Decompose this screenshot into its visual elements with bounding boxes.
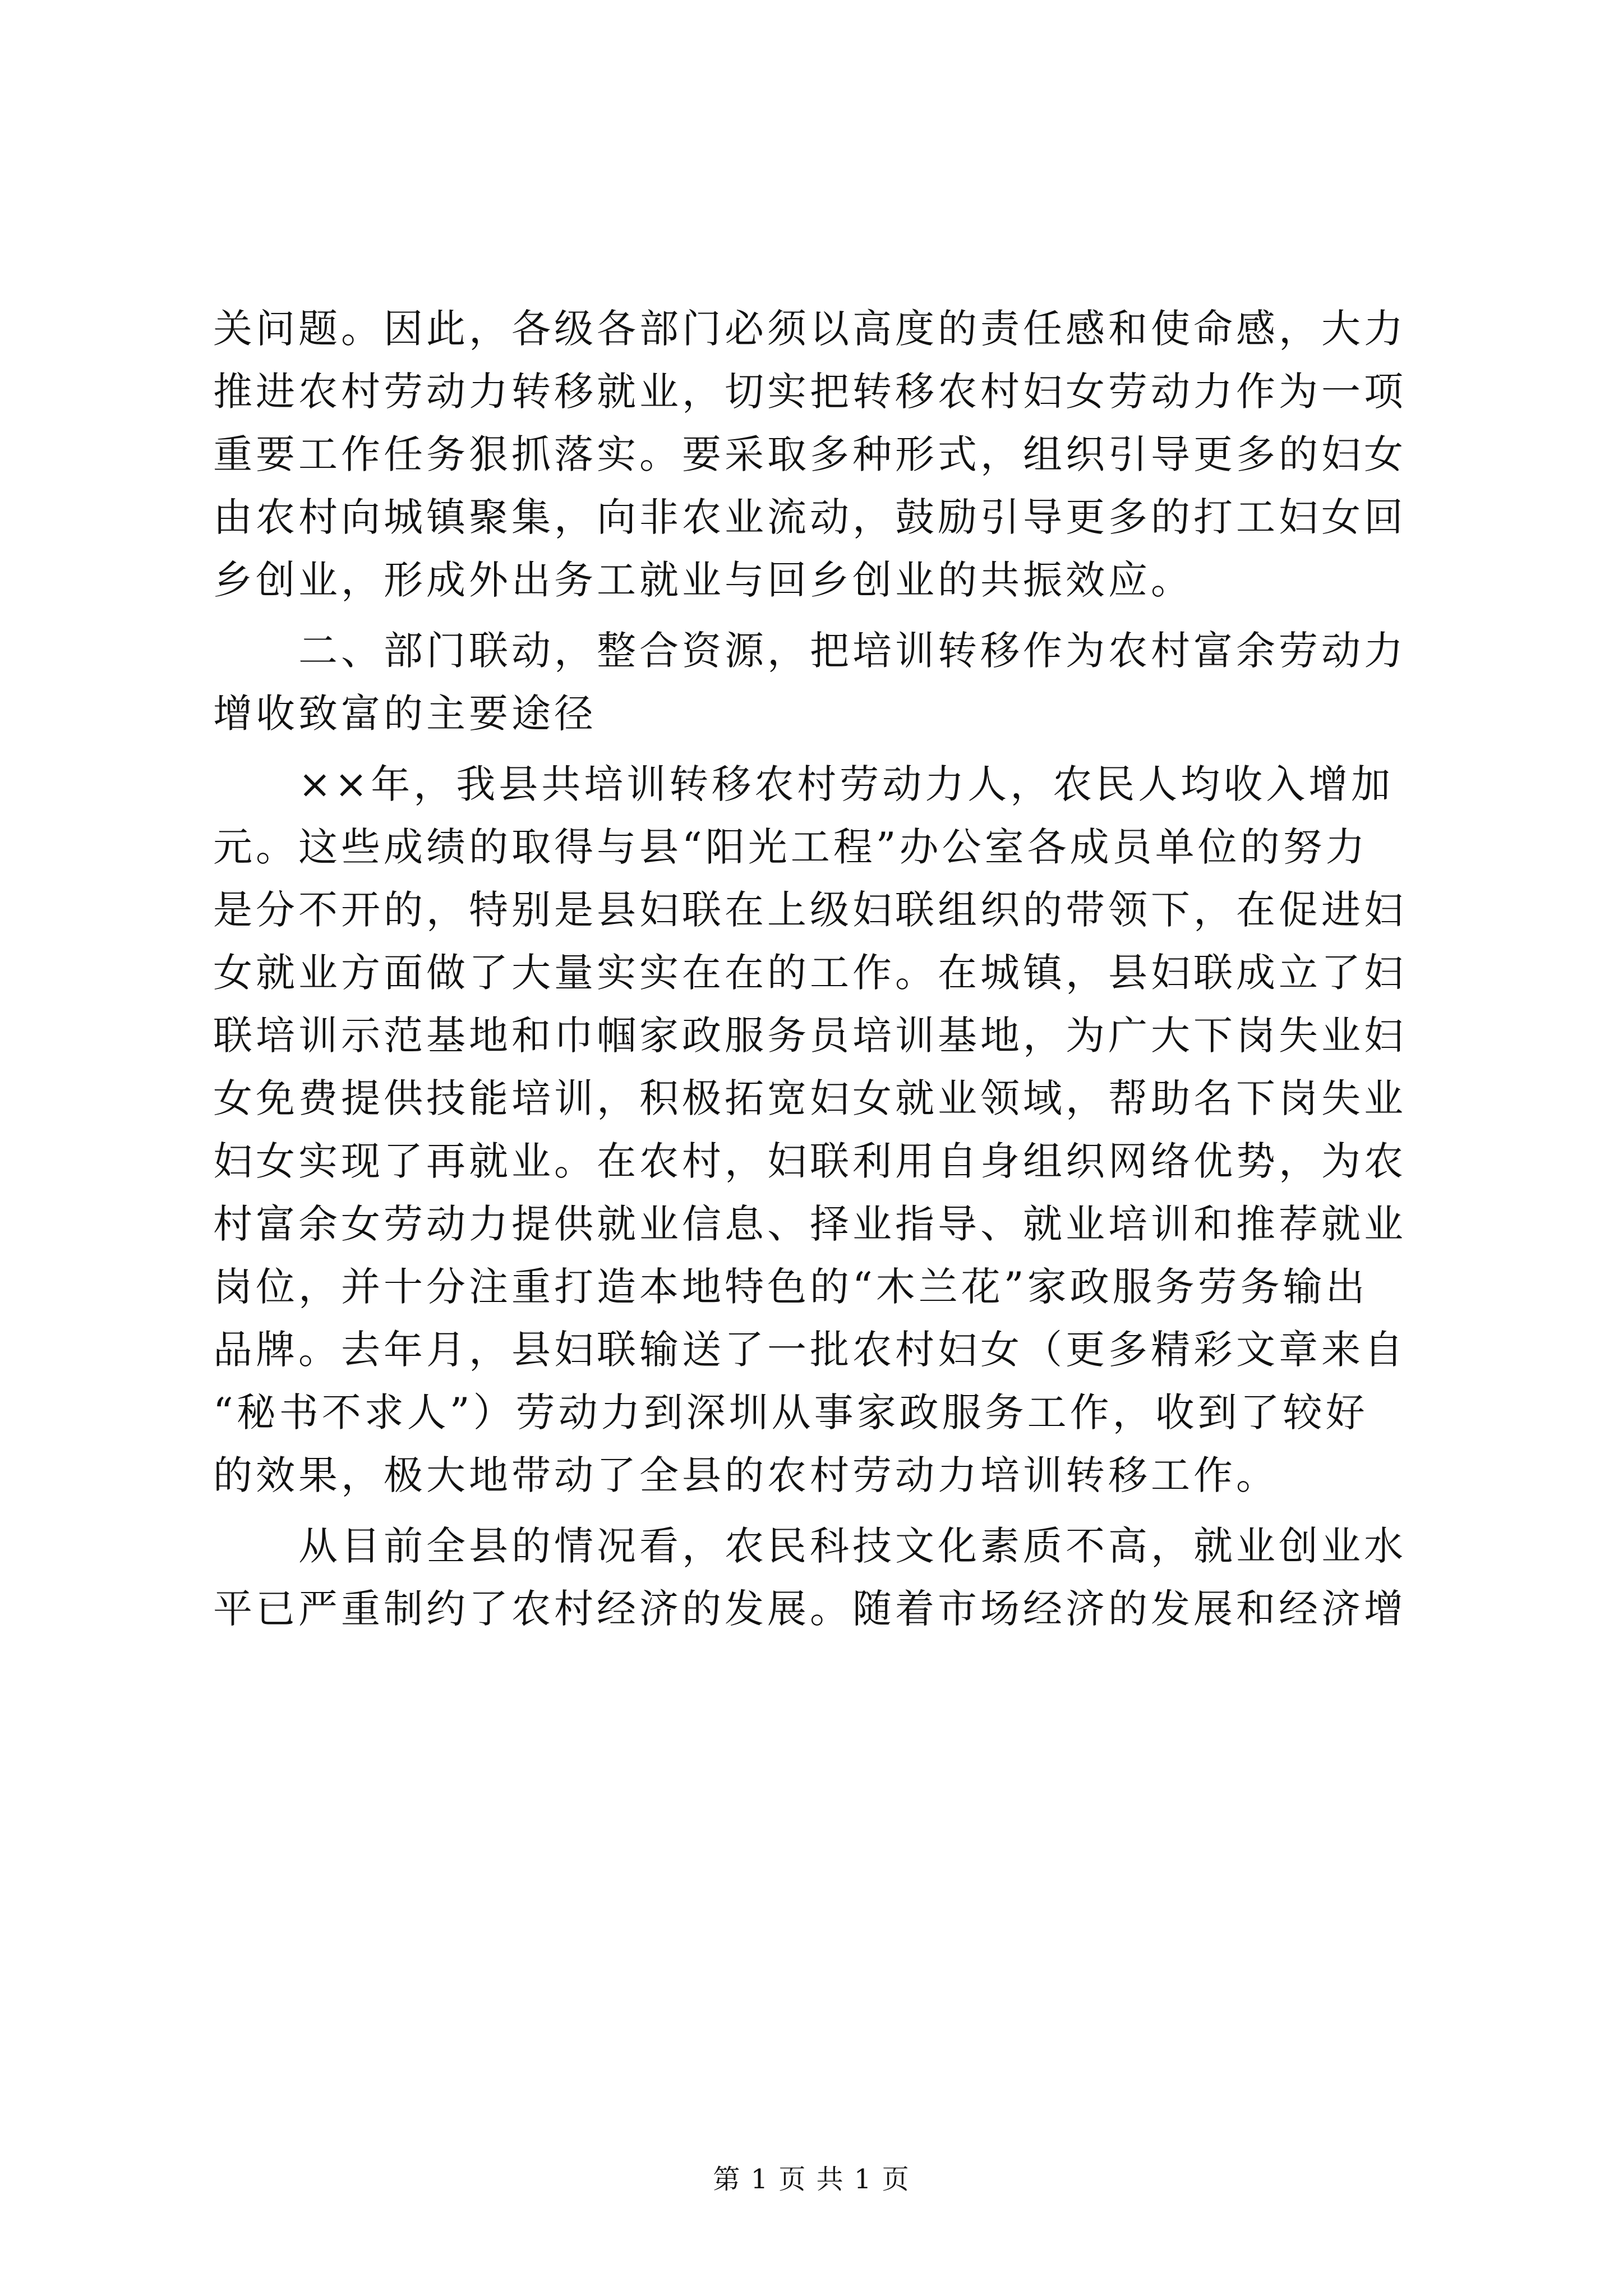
text-line: 元。这些成绩的取得与县“阳光工程”办公室各成员单位的努力 [213, 824, 1368, 870]
text-line: 村富余女劳动力提供就业信息、择业指导、就业培训和推荐就业 [213, 1201, 1407, 1247]
text-line: 女就业方面做了大量实实在在的工作。在城镇，县妇联成立了妇 [213, 950, 1407, 996]
paragraph [213, 297, 1411, 611]
text-line: 关问题。因此，各级各部门必须以高度的责任感和使命感，大力 [213, 306, 1407, 352]
text-line: 重要工作任务狠抓落实。要采取多种形式，组织引导更多的妇女 [213, 431, 1407, 477]
document-body [213, 297, 1411, 1640]
text-line: 岗位，并十分注重打造本地特色的“木兰花”家政服务劳务输出 [213, 1264, 1368, 1310]
paragraph-gap [213, 611, 1411, 619]
text-line: 联培训示范基地和巾帼家政服务员培训基地，为广大下岗失业妇 [213, 1013, 1407, 1059]
paragraph-gap [213, 745, 1411, 753]
text-line: 是分不开的，特别是县妇联在上级妇联组织的带领下，在促进妇 [213, 887, 1407, 933]
text-line: 从目前全县的情况看，农民科技文化素质不高，就业创业水 [298, 1523, 1407, 1569]
text-line: 平已严重制约了农村经济的发展。随着市场经济的发展和经济增 [213, 1586, 1407, 1632]
paragraph [213, 1515, 1411, 1640]
text-line: 的效果，极大地带动了全县的农村劳动力培训转移工作。 [213, 1452, 1279, 1498]
section-heading [213, 619, 1411, 745]
heading-line: 增收致富的主要途径 [213, 691, 597, 737]
text-line: 品牌。去年月，县妇联输送了一批农村妇女（更多精彩文章来自 [213, 1327, 1407, 1373]
heading-line: 二、部门联动，整合资源，把培训转移作为农村富余劳动力 [298, 628, 1407, 674]
text-line: 妇女实现了再就业。在农村，妇联利用自身组织网络优势，为农 [213, 1138, 1407, 1184]
paragraph-gap [213, 1507, 1411, 1515]
text-line: ××年，我县共培训转移农村劳动力人，农民人均收入增加 [298, 761, 1394, 807]
text-line: 女免费提供技能培训，积极拓宽妇女就业领域，帮助名下岗失业 [213, 1075, 1407, 1121]
text-line: 乡创业，形成外出务工就业与回乡创业的共振效应。 [213, 557, 1193, 603]
page-footer: 第 1 页 共 1 页 [713, 2164, 910, 2195]
text-line: “秘书不求人”）劳动力到深圳从事家政服务工作，收到了较好 [213, 1389, 1368, 1435]
paragraph [213, 753, 1411, 1507]
text-line: 由农村向城镇聚集，向非农业流动，鼓励引导更多的打工妇女回 [213, 494, 1407, 540]
text-line: 推进农村劳动力转移就业，切实把转移农村妇女劳动力作为一项 [213, 369, 1407, 415]
